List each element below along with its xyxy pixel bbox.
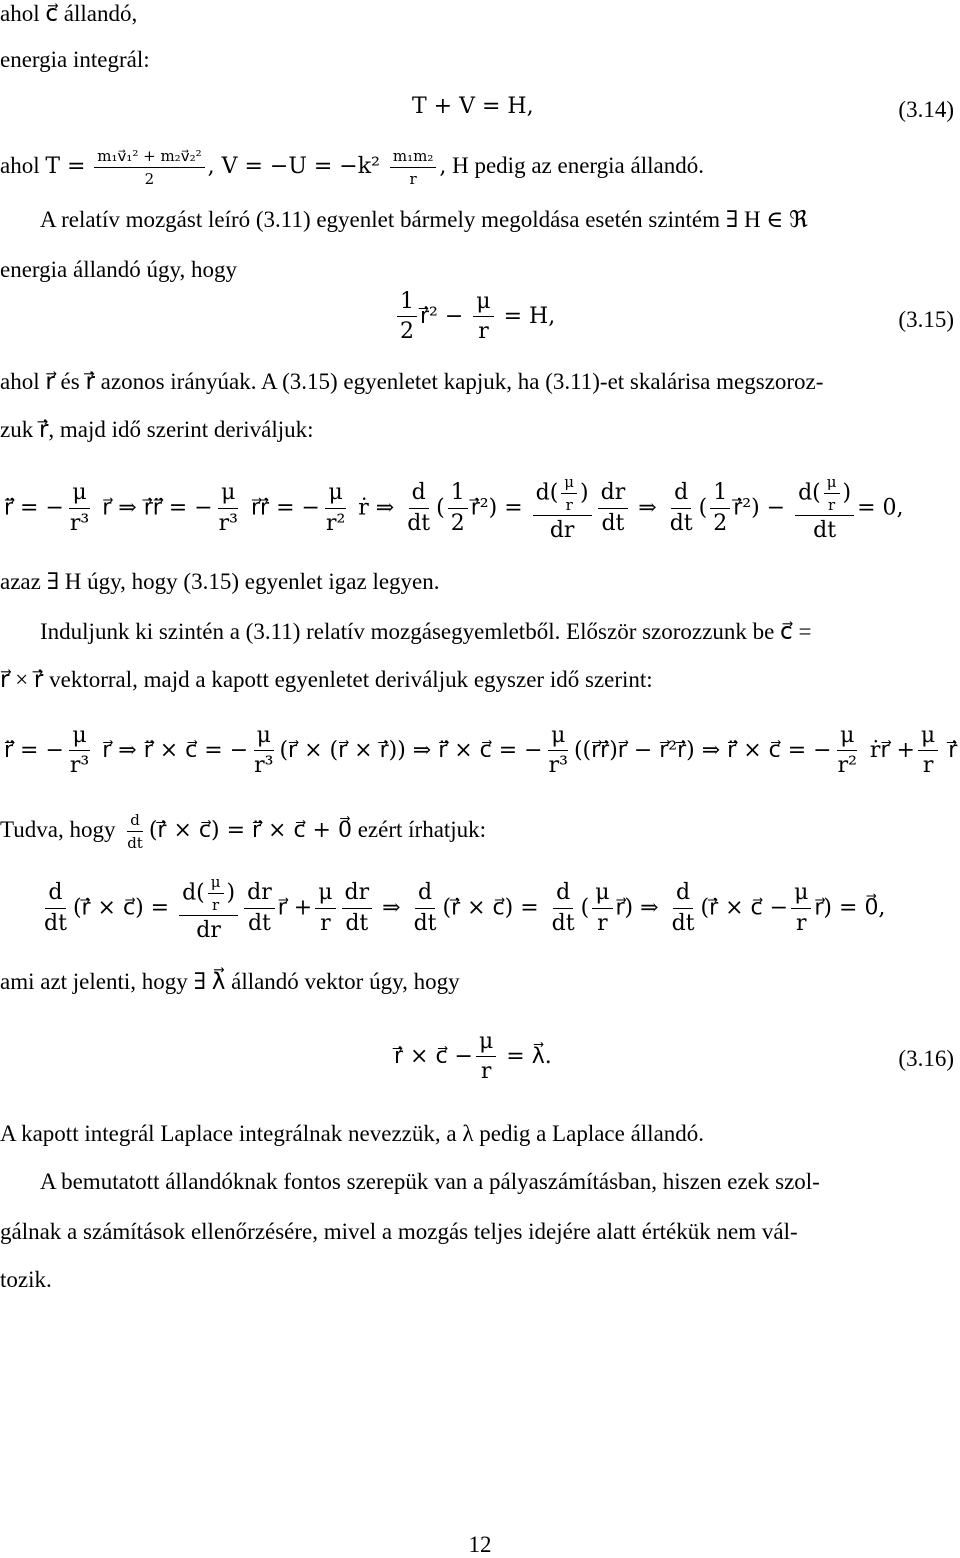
math-span: r⃗ ⇒ r̈⃗ × c⃗ = −	[95, 738, 249, 764]
fraction-denominator: dt	[44, 910, 67, 936]
text-line: zuk ṙ⃗, majd idő szerint deriváljuk:	[0, 417, 314, 442]
fraction-numerator: μ	[592, 881, 612, 908]
math-span: ṙ⃗²) =	[470, 495, 523, 521]
fraction-numerator: μ	[69, 724, 89, 751]
fraction-denominator: r	[597, 910, 608, 936]
fraction	[251, 724, 276, 778]
fraction-numerator: d	[45, 881, 65, 908]
fraction-numerator: μ	[561, 474, 577, 494]
text-line: A kapott integrál Laplace integrálnak nevezzük, a λ pedig a Laplace állandó.	[0, 1121, 705, 1146]
fraction	[67, 724, 92, 778]
fraction-numerator: d	[127, 812, 143, 832]
math-span: (r⃗ × (r⃗ × ṙ⃗)) ⇒ r̈⃗ × c⃗ = −	[279, 738, 543, 764]
fraction	[67, 481, 92, 535]
fraction-numerator: d	[673, 881, 693, 908]
math-span: r⃗) = 0⃗,	[814, 895, 886, 921]
fraction-numerator: dr	[342, 881, 373, 908]
fraction-numerator: μ	[69, 481, 89, 508]
math-span: ⇒	[638, 495, 657, 521]
V-definition: , V = −U = −k²	[207, 153, 387, 179]
text-line: ahol r⃗ és ṙ⃗ azonos irányúak. A (3.15) egyenletet kapjuk, ha (3.11)-et skalárisa megszoroz-	[0, 369, 824, 394]
fraction-numerator: μ	[208, 874, 224, 894]
fraction	[448, 481, 468, 535]
equation-number: (3.15)	[898, 307, 954, 332]
fraction	[549, 881, 578, 935]
fraction-numerator: d	[671, 481, 691, 508]
fraction-numerator: dr	[244, 881, 275, 908]
fraction-denominator: r	[795, 910, 807, 936]
fraction-numerator: μ	[315, 881, 335, 908]
fraction-denominator: r³	[218, 510, 238, 536]
math-span: r⃗) ⇒	[615, 895, 659, 921]
fraction-denominator: dt	[601, 510, 625, 536]
fraction-numerator: μ	[837, 724, 857, 751]
math-span: ṙ⃗	[941, 738, 958, 764]
equation-3-15	[394, 290, 555, 344]
math-span: ṙ⃗²	[420, 304, 438, 330]
fraction	[667, 481, 696, 535]
fraction-numerator: d( $\frac{\mu}{r}$ )	[533, 474, 592, 516]
math-span: (	[698, 495, 708, 521]
math-span: (	[580, 895, 590, 921]
equation-derivation-1	[4, 474, 904, 543]
text-line: A bemutatott állandóknak fontos szerepük van a pályaszámításban, hiszen ezek szol-	[40, 1169, 820, 1194]
fraction-denominator: dt	[413, 910, 437, 936]
fraction	[94, 148, 204, 187]
fraction-numerator: d	[553, 881, 573, 908]
fraction	[835, 724, 860, 778]
fraction-numerator: μ	[473, 290, 493, 317]
math-span: r̈⃗ = −	[4, 495, 64, 521]
fraction	[244, 881, 275, 935]
fraction-numerator: μ	[218, 481, 238, 508]
fraction-numerator: μ	[325, 481, 345, 508]
fraction-denominator: r²	[837, 753, 857, 779]
fraction-denominator: r²	[325, 510, 346, 536]
text-line: ahol c⃗ állandó,	[0, 1, 138, 26]
fraction-denominator: dt	[407, 510, 431, 536]
fraction	[561, 474, 577, 513]
math-span: (ṙ⃗ × c⃗ −	[700, 895, 789, 921]
fraction-numerator: d( $\frac{\mu}{r}$ )	[179, 874, 238, 916]
fraction-denominator: r³	[69, 510, 90, 536]
math-span: = λ⃗.	[499, 1044, 552, 1070]
fraction-denominator: r	[565, 495, 573, 514]
text-line: energia integrál:	[0, 47, 150, 72]
T-lhs: T =	[45, 153, 86, 179]
fraction-denominator: 2	[713, 510, 728, 536]
fraction	[124, 812, 146, 851]
fraction-numerator: μ	[918, 724, 938, 751]
fraction	[390, 148, 436, 187]
definition-line	[0, 148, 704, 187]
fraction	[592, 881, 612, 935]
page-number: 12	[468, 1532, 492, 1557]
math-span: ṙr⃗ +	[862, 738, 915, 764]
math-span: ṙ⃗ × c⃗ −	[394, 1044, 473, 1070]
text-line	[0, 812, 486, 851]
fraction	[315, 881, 335, 935]
fraction-denominator: dt	[813, 518, 837, 543]
text-span: H pedig az energia állandó.	[452, 152, 704, 178]
fraction	[404, 481, 433, 535]
math-span: d(	[798, 480, 821, 506]
text-line: A relatív mozgást leíró (3.11) egyenlet bármely megoldása esetén szintém ∃ H ∈ ℜ	[40, 207, 808, 232]
math-span: ṙ ⇒	[351, 495, 395, 521]
fraction	[179, 874, 238, 943]
fraction	[473, 290, 493, 344]
fraction	[710, 481, 730, 535]
text-span: ahol	[0, 152, 40, 178]
fraction-numerator: μ	[824, 474, 840, 494]
math-span: ṙ⃗²) −	[733, 495, 786, 521]
fraction-numerator: μ	[254, 724, 274, 751]
fraction	[323, 481, 348, 535]
fraction-denominator: 2	[400, 319, 414, 345]
text-line: azaz ∃ H úgy, hogy (3.15) egyenlet igaz legyen.	[0, 569, 440, 594]
fraction-numerator: 1	[710, 481, 730, 508]
fraction	[918, 724, 938, 778]
math-span: r⃗ +	[277, 895, 313, 921]
text-line: energia állandó úgy, hogy	[0, 257, 237, 282]
math-span: (ṙ⃗ × c⃗) =	[72, 895, 170, 921]
math-span: ((r⃗ṙ⃗)r⃗ − r⃗²ṙ⃗) ⇒ r̈⃗ × c⃗ = −	[573, 738, 832, 764]
text-line: ami azt jelenti, hogy ∃ λ⃗ állandó vektor úgy, hogy	[0, 969, 460, 994]
fraction-denominator: 2	[450, 510, 465, 536]
math-span: −	[437, 304, 471, 330]
fraction-denominator: r	[480, 1059, 492, 1085]
math-span: (ṙ⃗ × c⃗) = r̈⃗ × c⃗ + 0⃗	[148, 817, 352, 843]
math-span: ⇒	[382, 895, 401, 921]
fraction	[216, 481, 241, 535]
fraction-numerator: m₁v⃗₁² + m₂v⃗₂²	[94, 148, 204, 168]
text-line: gálnak a számítások ellenőrzésére, mivel a mozgás teljes idejére alatt értékük nem vál-	[0, 1219, 798, 1244]
fraction-denominator: r³	[548, 753, 568, 779]
fraction-denominator: dt	[127, 833, 143, 852]
fraction	[533, 474, 592, 543]
fraction-numerator: 1	[448, 481, 468, 508]
fraction-denominator: r³	[254, 753, 274, 779]
text-span: Tudva, hogy	[0, 816, 116, 842]
fraction-denominator: dr	[196, 918, 221, 943]
fraction-denominator: r	[828, 495, 836, 514]
fraction-numerator: μ	[791, 881, 811, 908]
fraction	[795, 474, 854, 543]
fraction	[791, 881, 811, 935]
math-span: d(	[535, 480, 559, 506]
math-span: = 0,	[857, 495, 904, 521]
fraction-denominator: dr	[549, 518, 575, 543]
fraction	[41, 881, 70, 935]
fraction-denominator: dt	[669, 510, 693, 536]
equation-3-14: T + V = H,	[412, 94, 534, 119]
fraction-numerator: 1	[397, 290, 417, 317]
math-span: d(	[182, 880, 205, 906]
fraction-denominator: r	[212, 895, 220, 914]
math-span: (ṙ⃗ × c⃗) =	[442, 895, 539, 921]
equation-3-16	[394, 1030, 552, 1084]
fraction-denominator: dt	[671, 910, 695, 936]
math-span: r⃗ṙ⃗ = −	[244, 495, 320, 521]
text-span: ezért írhatjuk:	[357, 816, 487, 842]
fraction	[546, 724, 571, 778]
fraction-denominator: r	[922, 753, 934, 779]
equation-number: (3.16)	[898, 1046, 954, 1071]
math-span: = H,	[496, 304, 556, 330]
text-line: Induljunk ki szintén a (3.11) relatív mozgásegyemletből. Először szorozzunk be c⃗ =	[40, 619, 812, 644]
equation-derivation-2	[4, 724, 957, 778]
fraction	[208, 874, 224, 913]
math-span: r⃗ ⇒ ṙ⃗r̈⃗ = −	[95, 495, 213, 521]
fraction	[476, 1030, 496, 1084]
math-span: (	[436, 495, 445, 521]
fraction-numerator: m₁m₂	[390, 148, 436, 168]
fraction-denominator: r	[409, 169, 417, 188]
fraction-denominator: dt	[247, 910, 271, 936]
fraction-numerator: dr	[598, 481, 629, 508]
fraction-denominator: r³	[69, 753, 90, 779]
fraction	[397, 290, 417, 344]
fraction	[669, 881, 698, 935]
fraction-numerator: d( $\frac{\mu}{r}$ )	[795, 474, 854, 516]
text-line: tozik.	[0, 1267, 52, 1292]
fraction-denominator: r	[320, 910, 331, 936]
math-span: r̈⃗ = −	[4, 738, 64, 764]
fraction-numerator: d	[415, 881, 435, 908]
equation-number: (3.14)	[898, 97, 954, 122]
fraction-denominator: dt	[551, 910, 575, 936]
fraction	[824, 474, 840, 513]
fraction-numerator: d	[409, 481, 429, 508]
fraction-numerator: μ	[476, 1030, 496, 1057]
fraction-denominator: dt	[345, 910, 369, 936]
fraction-numerator: μ	[548, 724, 568, 751]
equation-derivation-3	[38, 874, 885, 943]
fraction	[411, 881, 440, 935]
comma: ,	[439, 153, 447, 179]
fraction	[342, 881, 373, 935]
fraction	[598, 481, 629, 535]
fraction-denominator: r	[478, 319, 489, 345]
text-line: r⃗ × ṙ⃗ vektorral, majd a kapott egyenletet deriváljuk egyszer idő szerint:	[0, 667, 653, 692]
fraction-denominator: 2	[144, 169, 155, 188]
